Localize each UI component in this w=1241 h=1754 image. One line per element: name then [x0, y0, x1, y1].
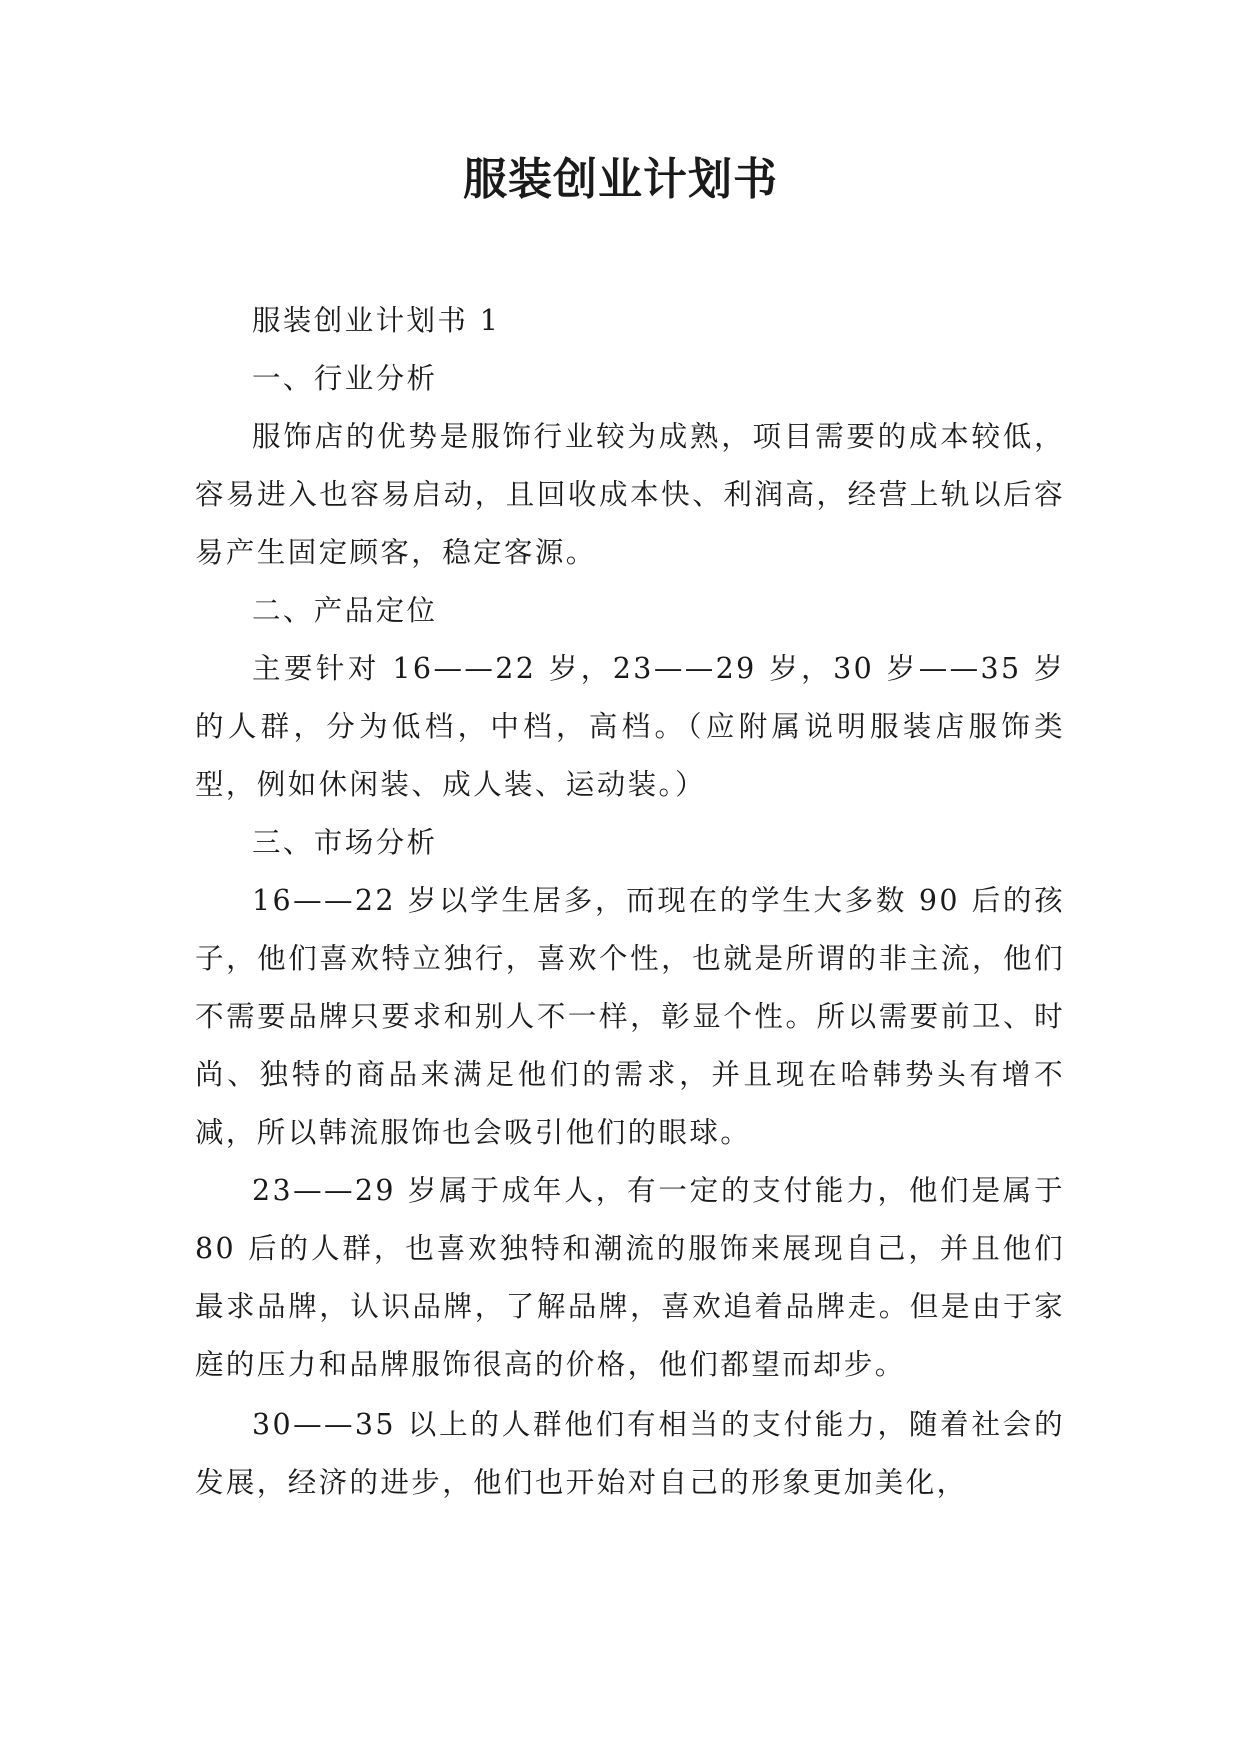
body-paragraph: 30——35 以上的人群他们有相当的支付能力，随着社会的发展，经济的进步，他们也开始对自己的形象更加美化， [195, 1408, 1065, 1499]
body-paragraph: 23——29 岁属于成年人，有一定的支付能力，他们是属于 80 后的人群，也喜欢独特和潮流的服饰来展现自己，并且他们最求品牌，认识品牌，了解品牌，喜欢追着品牌走。但是由于家庭的压力和品牌服饰很高的价格，他们都望而却步。 [195, 1174, 1065, 1381]
body-paragraph: 服饰店的优势是服饰行业较为成熟，项目需要的成本较低，容易进入也容易启动，且回收成本快、利润高，经营上轨以后容易产生固定顾客，稳定客源。 [195, 420, 1065, 569]
body-paragraph: 主要针对 16——22 岁，23——29 岁，30 岁——35 岁的人群，分为低档，中档，高档。（应附属说明服装店服饰类型，例如休闲装、成人装、运动装。） [195, 652, 1065, 801]
section-heading: 三、市场分析 [252, 826, 438, 859]
document-body [195, 292, 1065, 1512]
section-heading: 二、产品定位 [252, 594, 438, 627]
section-heading: 一、行业分析 [252, 362, 438, 395]
section-heading: 服装创业计划书 1 [252, 304, 501, 337]
body-paragraph: 16——22 岁以学生居多，而现在的学生大多数 90 后的孩子，他们喜欢特立独行，喜欢个性，也就是所谓的非主流，他们不需要品牌只要求和别人不一样，彰显个性。所以需要前卫、时尚、独特的商品来满足他们的需求，并且现在哈韩势头有增不减，所以韩流服饰也会吸引他们的眼球。 [195, 884, 1065, 1149]
document-title: 服装创业计划书 [463, 154, 778, 205]
